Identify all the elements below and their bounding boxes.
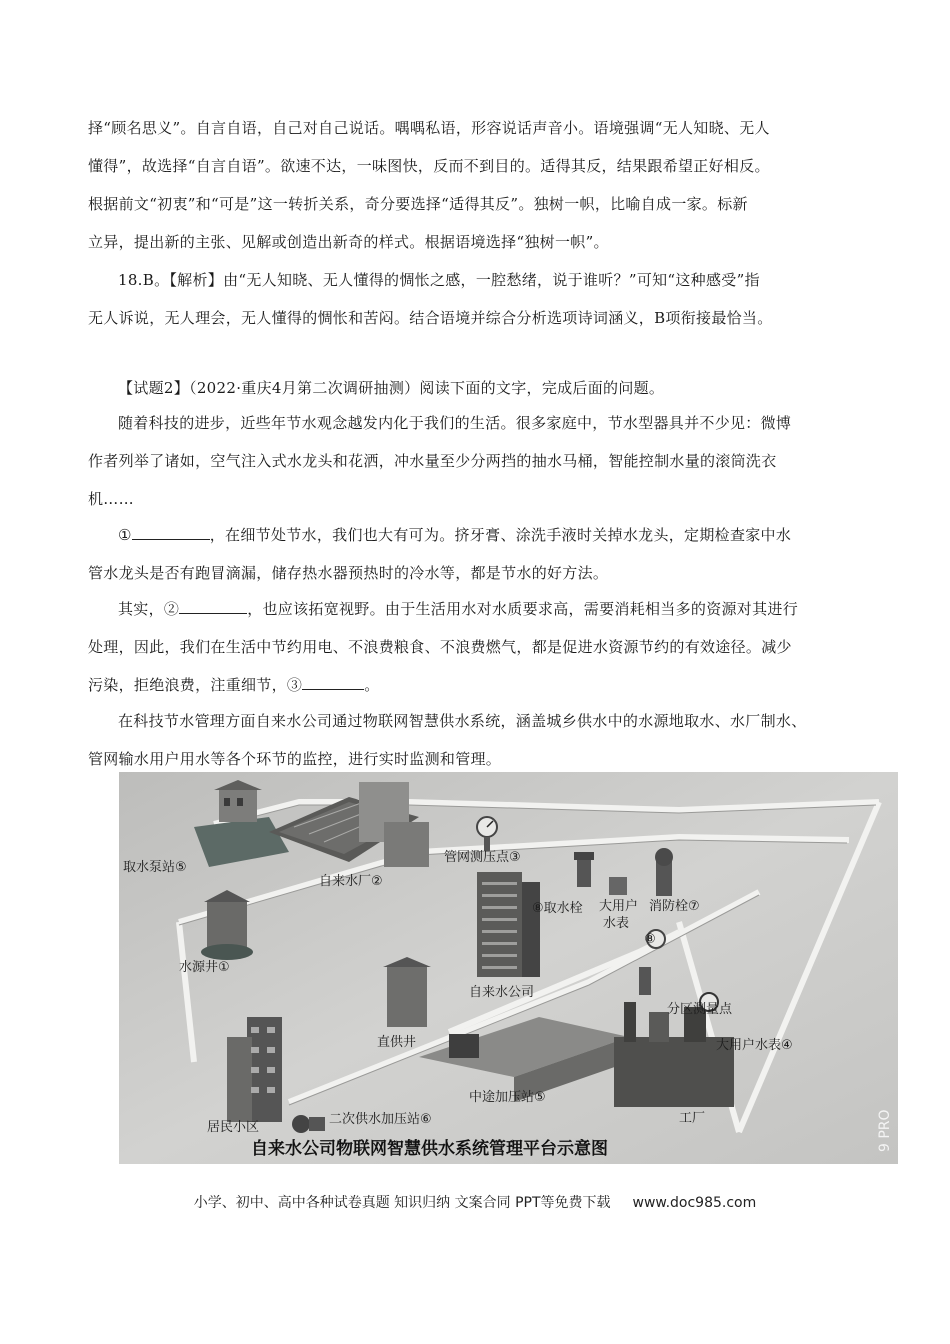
p1-line-2: 作者列举了诸如，空气注入式水龙头和花洒，冲水量至少分两挡的抽水马桶，智能控制水量的滚筒洗衣 [88,452,777,470]
question-header: 【试题2】（2022·重庆4月第二次调研抽测）阅读下面的文字，完成后面的问题。 [118,379,665,397]
label-big-user-top-1: 大用户 [599,899,639,914]
label-pump-station: 取水泵站⑤ [123,860,187,875]
label-big-user-top-2: 水表 [603,916,630,931]
p3-line-2: 处理，因此，我们在生活中节约用电、不浪费粮食、不浪费燃气，都是促进水资源节约的有效途径。减少 [88,638,792,656]
p3-line-1 [88,590,858,628]
footer-url[interactable]: www.doc985.com [632,1195,757,1211]
label-residential: 居民小区 [207,1120,260,1135]
q18-line-2: 无人诉说，无人理会，无人懂得的惆怅和苦闷。结合语境并综合分析选项诗词涵义，B项衔接最恰当。 [88,309,773,327]
label-water-plant: 自来水厂② [319,874,383,889]
p3-line-3-pre: 污染，拒绝浪费，注重细节，③ [88,676,303,694]
p3-line-1-pre: 其实，② [118,600,180,618]
p2-line-1 [88,516,858,554]
label-source-well: 水源井① [179,960,230,975]
direct-well-icon [383,957,431,1027]
figure-caption: 自来水公司物联网智慧供水系统管理平台示意图 [251,1139,608,1159]
label-booster-station: 中途加压站⑤ [469,1090,546,1105]
p3-line-3 [88,666,858,704]
label-factory: 工厂 [679,1111,706,1126]
answer-line-2: 懂得”，故选择“自言自语”。欲速不达，一味图快，反而不到目的。适得其反，结果跟希望正好相反。 [88,157,770,175]
p2-line-1-text: ，在细节处节水，我们也大有可为。挤牙膏、涂洗手液时关掉水龙头，定期检查家中水 [209,526,792,544]
hydrant-intake-icon [574,852,594,887]
footer-text: 小学、初中、高中各种试卷真题 知识归纳 文案合同 PPT等免费下载 [193,1195,611,1211]
diagram-svg [119,772,898,1164]
label-secondary-booster: 二次供水加压站⑥ [329,1112,432,1127]
label-big-user-meter: 大用户水表④ [716,1038,793,1053]
q18-line-1: 18.B。【解析】由“无人知晓、无人懂得的惆怅之感，一腔愁绪，说于谁听？”可知“这种感受”指 [118,271,760,289]
zone-meter-icon [639,967,651,995]
source-well-icon [201,890,253,960]
label-water-company: 自来水公司 [469,985,535,1000]
p1-line-3: 机…… [88,490,134,508]
page-footer [0,1192,950,1212]
water-supply-diagram-photo [119,772,898,1164]
label-direct-well: 直供井 [377,1035,417,1050]
big-user-meter-top-icon [609,877,627,895]
p4-line-1: 在科技节水管理方面自来水公司通过物联网智慧供水系统，涵盖城乡供水中的水源地取水、水厂制水、 [118,712,807,730]
blank-1[interactable] [132,538,210,540]
label-fire-hydrant: 消防栓⑦ [649,899,700,914]
fire-hydrant-icon [655,848,673,896]
label-valve-mark: ⑧ [644,932,656,947]
label-pressure-point: 管网测压点③ [444,850,521,865]
label-zone-point: 分区测量点 [667,1002,733,1017]
blank-2[interactable] [179,612,247,614]
p4-line-2: 管网输水用户用水等各个环节的监控，进行实时监测和管理。 [88,750,502,768]
answer-line-1: 择“顾名思义”。自言自语，自己对自己说话。喁喁私语，形容说话声音小。语境强调“无人知晓、无人 [88,119,770,137]
p3-line-3-end: 。 [364,676,380,694]
answer-line-4: 立异，提出新的主张、见解或创造出新奇的样式。根据语境选择“独树一帜”。 [88,233,609,251]
label-hydrant-intake: ⑧取水栓 [532,901,583,916]
p1-line-1: 随着科技的进步，近些年节水观念越发内化于我们的生活。很多家庭中，节水型器具并不少见：微博 [118,414,792,432]
water-company-building-icon [477,872,540,977]
p2-line-2: 管水龙头是否有跑冒滴漏，储存热水器预热时的冷水等，都是节水的好方法。 [88,564,609,582]
p3-line-1-text: ，也应该拓宽视野。由于生活用水对水质要求高，需要消耗相当多的资源对其进行 [247,600,799,618]
photo-watermark: 9 PRO [877,1109,893,1152]
blank-3[interactable] [302,688,364,690]
blank-1-mark: ① [118,526,132,544]
answer-line-3: 根据前文“初衷”和“可是”这一转折关系，奇分要选择“适得其反”。独树一帜，比喻自成一家。标新 [88,195,748,213]
